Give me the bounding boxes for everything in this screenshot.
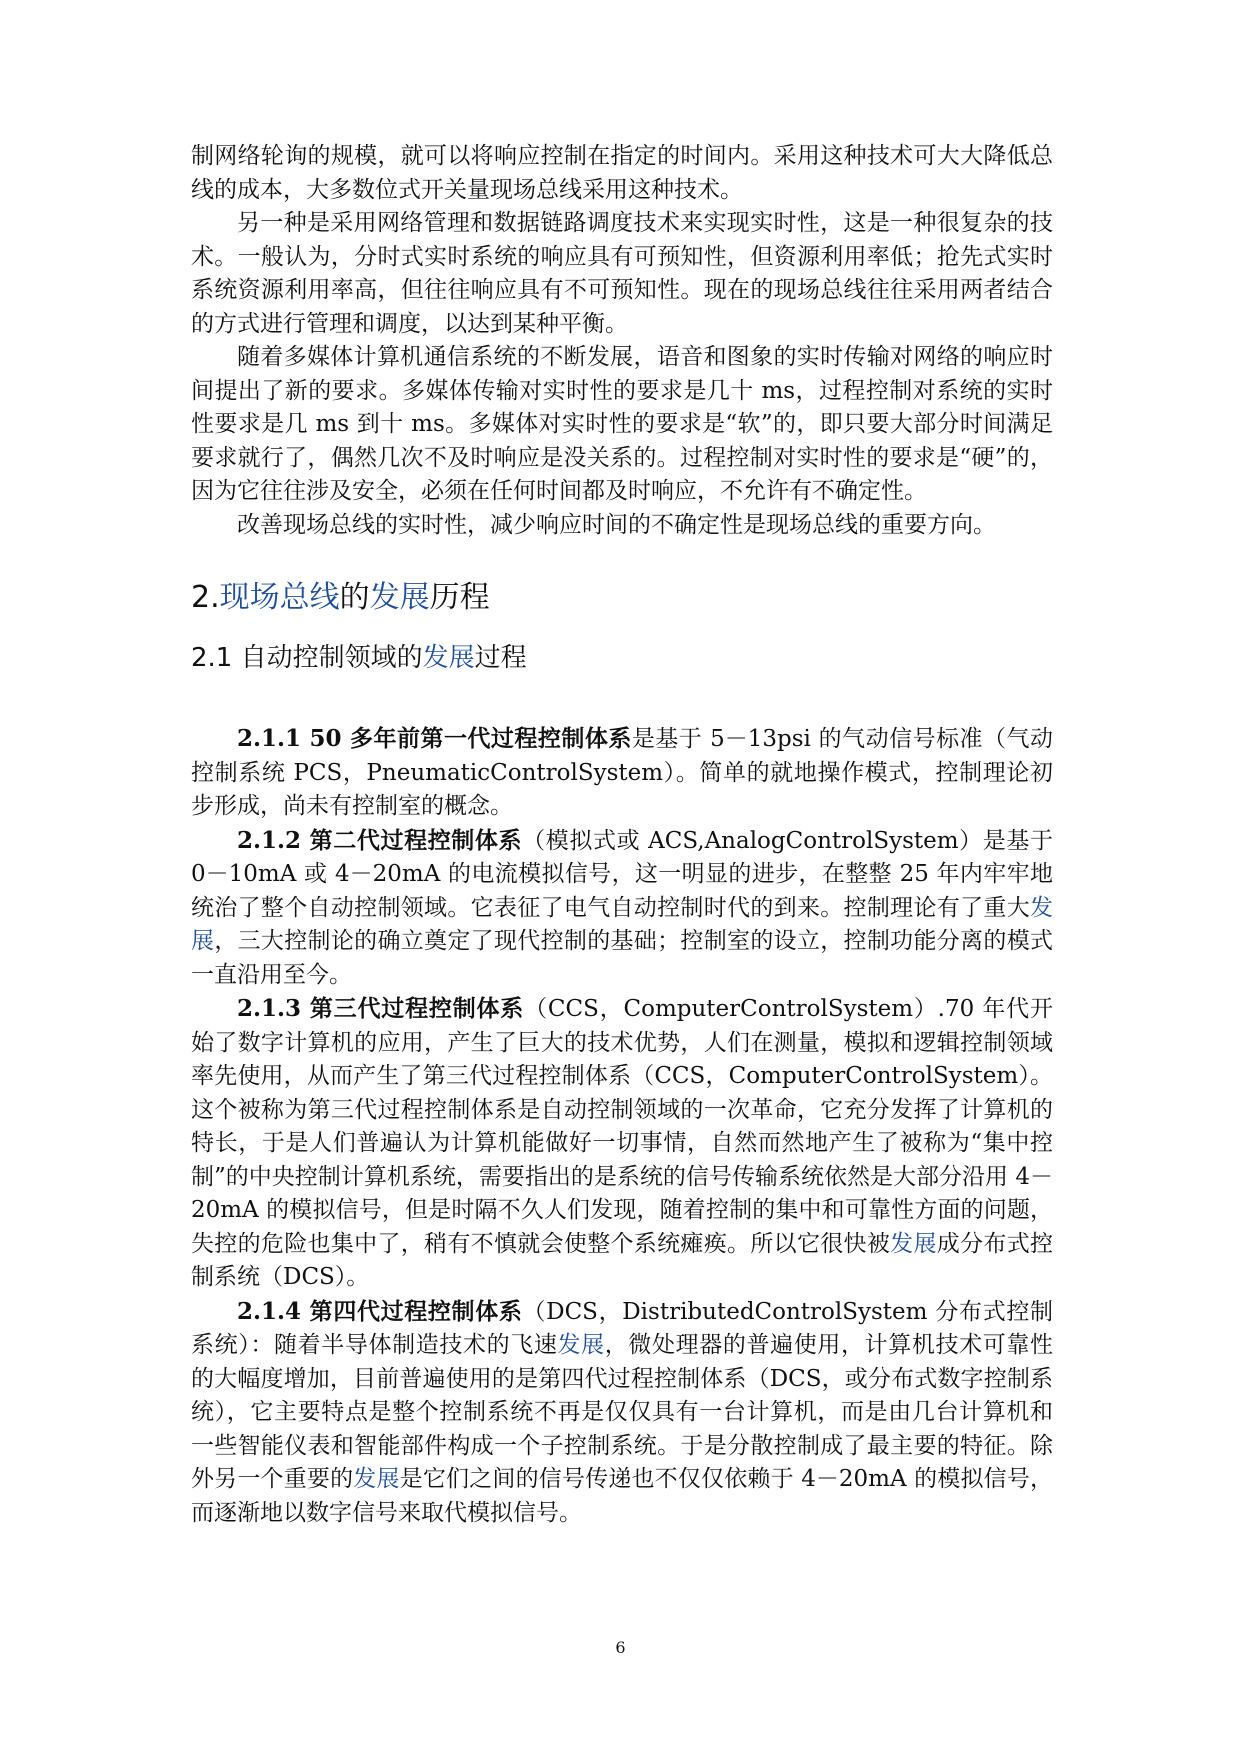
section-2-1-2-text-b: ，三大控制论的确立奠定了现代控制的基础；控制室的设立，控制功能分离的模式一直沿用至今。 bbox=[191, 928, 1054, 988]
section-2-1-1-label: 2.1.1 50 多年前第一代过程控制体系 bbox=[237, 725, 632, 752]
section-2-1-3-text-b: 成分布式控制系统（DCS）。 bbox=[191, 1230, 1054, 1290]
section-2-1-4-text-c: 是它们之间的信号传递也不仅仅依赖于 4－20mA 的模拟信号，而逐渐地以数字信号来取代模拟信号。 bbox=[191, 1466, 1054, 1526]
section-2-1-4-link-a[interactable]: 发展 bbox=[557, 1332, 605, 1358]
document-body bbox=[191, 140, 1053, 1530]
section-2-1-2 bbox=[191, 824, 1053, 993]
section-2-1-1-text: 是基于 5－13psi 的气动信号标准（气动控制系统 PCS，PneumaticControlSystem）。简单的就地操作模式，控制理论初步形成，尚未有控制室的概念。 bbox=[191, 726, 1054, 819]
section-2-1-2-link[interactable]: 发展 bbox=[191, 894, 1053, 954]
paragraph-4: 改善现场总线的实时性，减少响应时间的不确定性是现场总线的重要方向。 bbox=[237, 511, 996, 538]
subsection-heading-2-1 bbox=[191, 640, 1053, 676]
section-2-1-4-text-a: （DCS，DistributedControlSystem 分布式控制系统）：随着半导体制造技术的飞速 bbox=[191, 1298, 1053, 1358]
section-2-1-4 bbox=[191, 1295, 1053, 1531]
heading-text: 的 bbox=[339, 580, 370, 615]
subheading-link-development[interactable]: 发展 bbox=[422, 643, 475, 673]
page-number: 6 bbox=[615, 1638, 626, 1657]
section-2-1-3-text-a: （CCS，ComputerControlSystem）.70 年代开始了数字计算机的应用，产生了巨大的技术优势，人们在测量，模拟和逻辑控制领域率先使用，从而产生了第三代过程控制体系（CCS，ComputerControlSystem）。这个被称为第三代过程控制体系是自动控制领域的一次革命，它充分发挥了计算机的特长，于是人们普遍认为计算机能做好一切事情，自然而然地产生了被称为“集中控制”的中央控制计算机系统，需要指出的是系统的信号传输系统依然是大部分沿用 4－20mA 的模拟信号，但是时隔不久人们发现，随着控制的集中和可靠性方面的问题，失控的危险也集中了，稍有不慎就会使整个系统瘫痪。所以它很快被 bbox=[191, 996, 1053, 1257]
section-2-1-2-text-a: （模拟式或 ACS,AnalogControlSystem）是基于 0－10mA 或 4－20mA 的电流模拟信号，这一明显的进步，在整整 25 年内牢牢地统治了整个自动控制领域。它表征了电气自动控制时代的到来。控制理论有了重大 bbox=[191, 827, 1053, 921]
subheading-text: 2.1 自动控制领域的 bbox=[191, 643, 423, 673]
heading-link-development[interactable]: 发展 bbox=[369, 580, 430, 615]
subheading-text-end: 过程 bbox=[474, 643, 527, 673]
section-heading-2 bbox=[191, 578, 1053, 618]
section-2-1-3-link[interactable]: 发展 bbox=[890, 1230, 937, 1257]
section-2-1-1 bbox=[191, 722, 1053, 824]
section-2-1-4-label: 2.1.4 第四代过程控制体系 bbox=[237, 1297, 523, 1325]
heading-link-fieldbus[interactable]: 现场总线 bbox=[219, 580, 340, 615]
paragraph-3: 随着多媒体计算机通信系统的不断发展，语音和图象的实时传输对网络的响应时间提出了新的要求。多媒体传输对实时性的要求是几十 ms，过程控制对系统的实时性要求是几 ms 到十 ms。多媒体对实时性的要求是“软”的，即只要大部分时间满足要求就行了，偶然几次不及时响应是没关系的。过程控制对实时性的要求是“硬”的，因为它往往涉及安全，必须在任何时间都及时响应，不允许有不确定性。 bbox=[191, 344, 1053, 504]
heading-text-end: 历程 bbox=[429, 580, 490, 615]
section-2-1-4-text-b: ，微处理器的普遍使用，计算机技术可靠性的大幅度增加，目前普遍使用的是第四代过程控制体系（DCS，或分布式数字控制系统），它主要特点是整个控制系统不再是仅仅具有一台计算机，而是由几台计算机和一些智能仪表和智能部件构成一个子控制系统。于是分散控制成了最主要的特征。除外另一个重要的 bbox=[191, 1332, 1053, 1492]
paragraph-2: 另一种是采用网络管理和数据链路调度技术来实现实时性，这是一种很复杂的技术。一般认为，分时式实时系统的响应具有可预知性，但资源利用率低；抢先式实时系统资源利用率高，但往往响应具有不可预知性。现在的现场总线往往采用两者结合的方式进行管理和调度，以达到某种平衡。 bbox=[191, 210, 1053, 337]
section-2-1-3 bbox=[191, 992, 1053, 1295]
paragraph-1: 制网络轮询的规模，就可以将响应控制在指定的时间内。采用这种技术可大大降低总线的成本，大多数位式开关量现场总线采用这种技术。 bbox=[191, 143, 1053, 203]
section-2-1-2-label: 2.1.2 第二代过程控制体系 bbox=[237, 826, 523, 854]
section-2-1-4-link-b[interactable]: 发展 bbox=[353, 1466, 400, 1492]
heading-number: 2. bbox=[191, 580, 220, 615]
section-2-1-3-label: 2.1.3 第三代过程控制体系 bbox=[237, 995, 525, 1022]
